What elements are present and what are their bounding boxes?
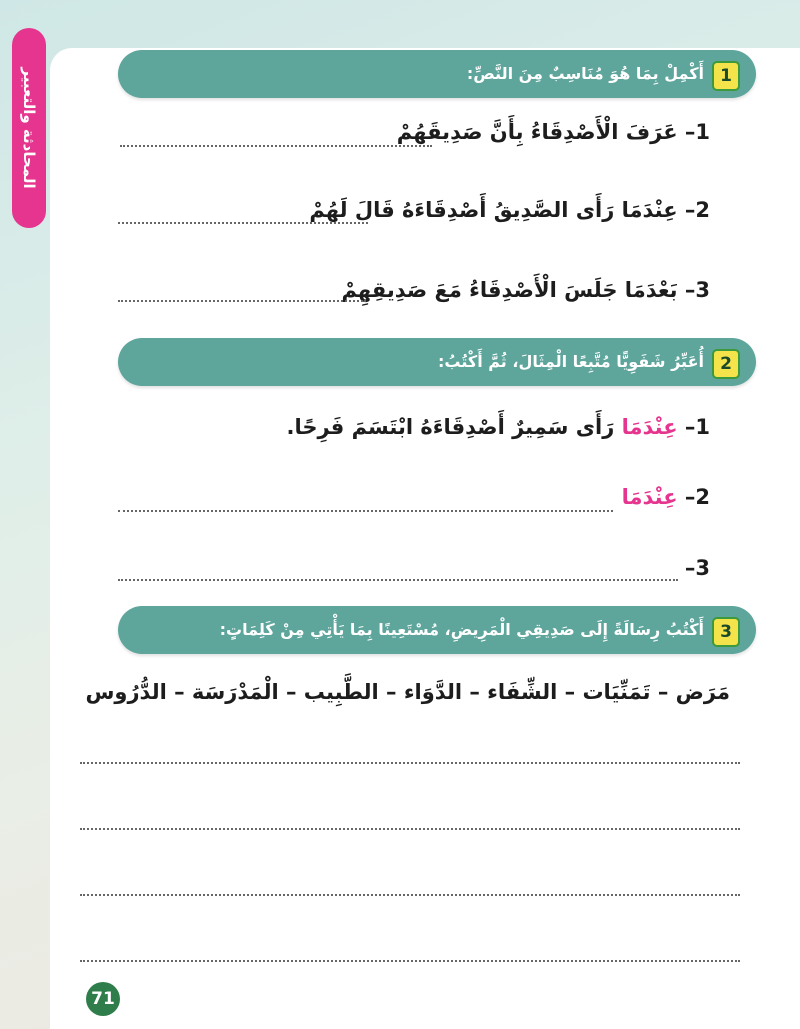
- s1-item-2-number: 2–: [684, 198, 710, 222]
- s3-writing-line-2[interactable]: [80, 826, 740, 830]
- s2-item-1: [286, 415, 710, 439]
- s3-writing-line-3[interactable]: [80, 892, 740, 896]
- s2-item-1-number: 1–: [684, 415, 710, 439]
- s3-writing-line-1[interactable]: [80, 760, 740, 764]
- worksheet-page: [50, 48, 800, 1029]
- section1-title: أَكْمِلْ بِمَا هُوَ مُنَاسِبٌ مِنَ النَّصِّ:: [466, 64, 704, 83]
- side-tab-label: المحادثة والتعبير: [20, 67, 38, 189]
- s2-item-3-number: 3–: [684, 556, 710, 580]
- s2-item-2-keyword: عِنْدَمَا: [621, 485, 678, 509]
- s1-item-1-text: عَرَفَ الْأَصْدِقَاءُ بِأَنَّ صَدِيقَهُمْ: [396, 120, 678, 144]
- section1-badge: 1: [712, 61, 740, 91]
- section3-banner: [118, 606, 756, 654]
- section1-banner: [118, 50, 756, 98]
- s2-item-2: [622, 485, 710, 509]
- s3-word-bank: مَرَض – تَمَنِّيَات – الشِّفَاء – الدَّوَاء – الطَّبِيب – الْمَدْرَسَة – الدُّرُوس: [85, 680, 730, 704]
- section2-badge: 2: [712, 349, 740, 379]
- s1-item-3: [341, 278, 710, 302]
- s1-item-1-number: 1–: [684, 120, 710, 144]
- s1-item-3-number: 3–: [684, 278, 710, 302]
- s2-item-2-number: 2–: [684, 485, 710, 509]
- section3-badge: 3: [712, 617, 740, 647]
- section-side-tab: [12, 28, 46, 228]
- section3-title: أَكْتُبُ رِسَالَةً إِلَى صَدِيقِي الْمَرِيضِ، مُسْتَعِينًا بِمَا يَأْتِي مِنْ كَلِمَاتٍ:: [219, 620, 704, 639]
- s3-writing-line-4[interactable]: [80, 958, 740, 962]
- page-number: 71: [86, 982, 120, 1016]
- s2-item-1-text: رَأَى سَمِيرٌ أَصْدِقَاءَهُ ابْتَسَمَ فَرِحًا.: [286, 415, 615, 439]
- s1-item-3-text: بَعْدَمَا جَلَسَ الْأَصْدِقَاءُ مَعَ صَدِيقِهِمْ: [341, 278, 678, 302]
- s1-item-2: [309, 198, 710, 222]
- s1-answer-line-1[interactable]: [120, 143, 432, 147]
- s2-item-3: [685, 556, 710, 580]
- s2-answer-line-2[interactable]: [118, 508, 613, 512]
- section2-title: أُعَبِّرُ شَفَوِيًّا مُتَّبِعًا الْمِثَالَ، ثُمَّ أَكْتُبُ:: [438, 352, 704, 371]
- s1-answer-line-2[interactable]: [118, 220, 368, 224]
- s1-item-1: [397, 120, 710, 144]
- s1-answer-line-3[interactable]: [118, 298, 366, 302]
- s2-answer-line-3[interactable]: [118, 577, 678, 581]
- section2-banner: [118, 338, 756, 386]
- s2-item-1-keyword: عِنْدَمَا: [621, 415, 678, 439]
- s1-item-2-text: عِنْدَمَا رَأَى الصَّدِيقُ أَصْدِقَاءَهُ قَالَ لَهُمْ: [309, 198, 678, 222]
